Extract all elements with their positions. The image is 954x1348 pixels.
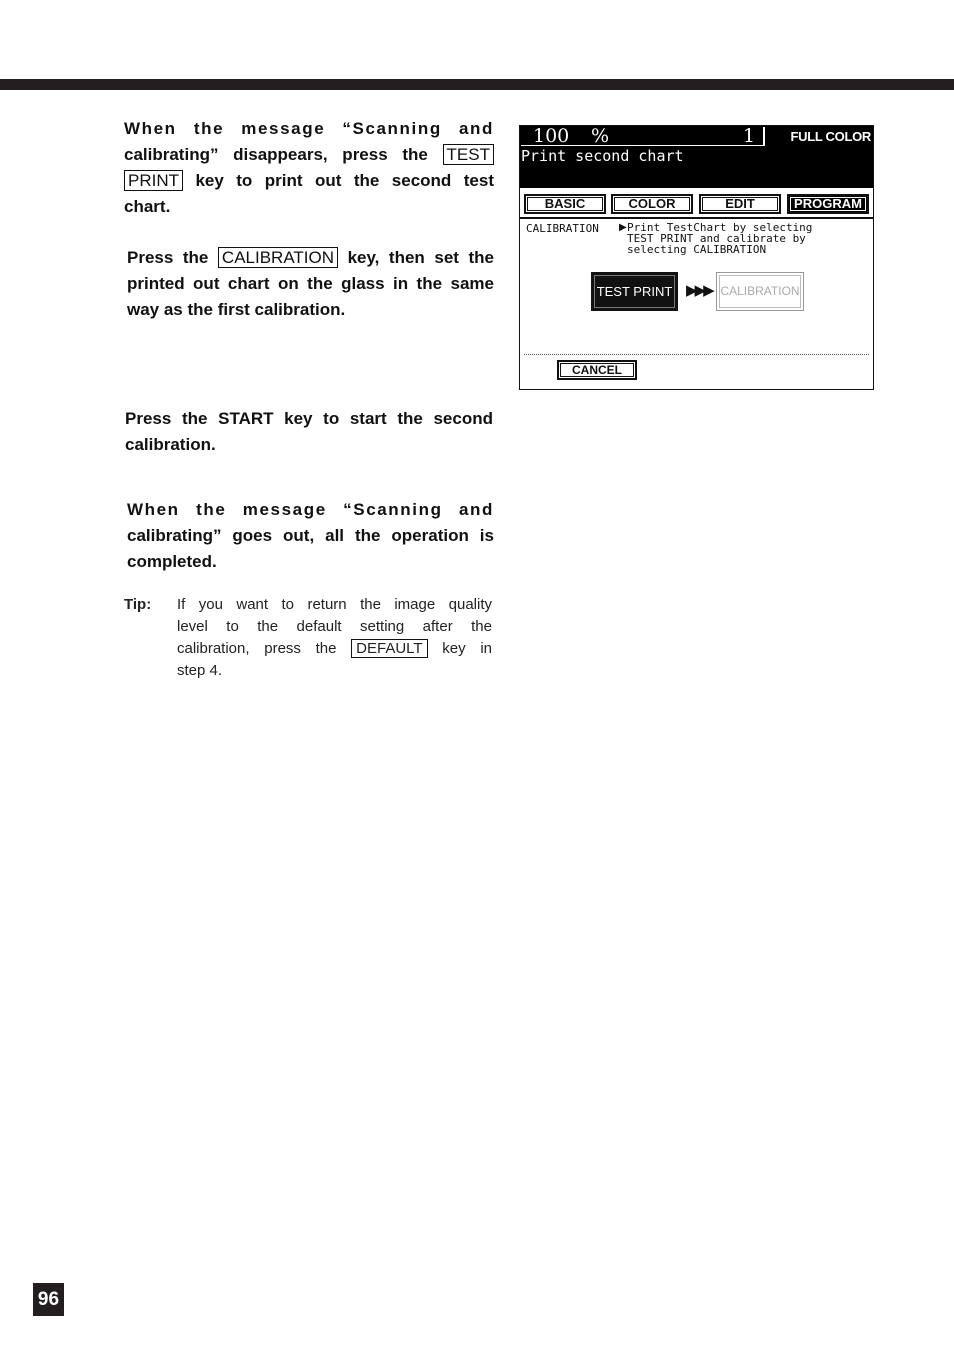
panel-status-area (520, 126, 873, 188)
text-line: printed out chart on the glass in the same (127, 274, 494, 293)
text-line (177, 638, 492, 660)
instruction-step-start (125, 406, 493, 458)
test-print-button[interactable]: TEST PRINT (591, 272, 678, 311)
text-line (124, 142, 494, 168)
print-key-label: PRINT (124, 170, 183, 191)
instruction-step-calibration (127, 245, 494, 323)
calibration-instructions (627, 222, 812, 255)
text-line: When the message “Scanning and (127, 500, 494, 519)
magnification-box (521, 127, 765, 146)
sequence-arrows-icon: ▶▶▶ (686, 282, 712, 299)
color-mode-label: FULL COLOR (790, 129, 871, 144)
cancel-button[interactable]: CANCEL (557, 360, 637, 380)
test-key-label: TEST (443, 144, 494, 165)
text-line: calibrating” goes out, all the operation is (127, 526, 494, 545)
tab-color[interactable]: COLOR (611, 194, 693, 214)
tip-label: Tip: (124, 596, 152, 613)
tab-program[interactable]: PROGRAM (787, 194, 869, 214)
tip-body (177, 594, 492, 682)
text-fragment: key, then set the (347, 248, 494, 267)
text-line: If you want to return the image quality (177, 596, 492, 613)
dotted-divider (524, 354, 869, 355)
text-line: Press the START key to start the second (125, 409, 493, 428)
text-fragment: key to print out the second test (195, 171, 494, 190)
magnification-value: 100 (533, 125, 570, 147)
instruction-step-complete (127, 497, 494, 575)
page-number: 96 (33, 1283, 64, 1316)
text-line (127, 245, 494, 271)
info-line: Print TestChart by selecting (627, 221, 813, 234)
text-line: completed. (127, 552, 217, 571)
text-fragment: calibrating” disappears, press the (124, 145, 428, 164)
text-line: When the message “Scanning and (124, 119, 494, 138)
calibration-button[interactable]: CALIBRATION (716, 272, 804, 311)
text-line (124, 168, 494, 194)
copy-quantity: 1 (743, 125, 756, 147)
info-line: TEST PRINT and calibrate by (627, 232, 806, 245)
text-line: calibration. (125, 435, 216, 454)
info-line: selecting CALIBRATION (627, 243, 767, 256)
triangle-right-icon: ▶ (619, 222, 627, 233)
calibration-function-label: CALIBRATION (526, 222, 599, 235)
instruction-step-test-print (124, 116, 494, 220)
text-line: step 4. (177, 662, 223, 679)
text-fragment: key in (442, 640, 492, 657)
percent-sign: % (591, 125, 610, 147)
text-line: level to the default setting after the (177, 618, 492, 635)
header-rule (0, 79, 954, 90)
text-line: chart. (124, 197, 171, 216)
calibration-key-label: CALIBRATION (218, 247, 338, 268)
tab-basic[interactable]: BASIC (524, 194, 606, 214)
control-panel-display (519, 125, 874, 390)
tab-edit[interactable]: EDIT (699, 194, 781, 214)
status-message: Print second chart (521, 147, 684, 165)
text-line: way as the first calibration. (127, 300, 346, 319)
panel-tabs (520, 190, 873, 219)
text-fragment: Press the (127, 248, 209, 267)
default-key-label: DEFAULT (351, 639, 427, 658)
text-fragment: calibration, press the (177, 640, 337, 657)
